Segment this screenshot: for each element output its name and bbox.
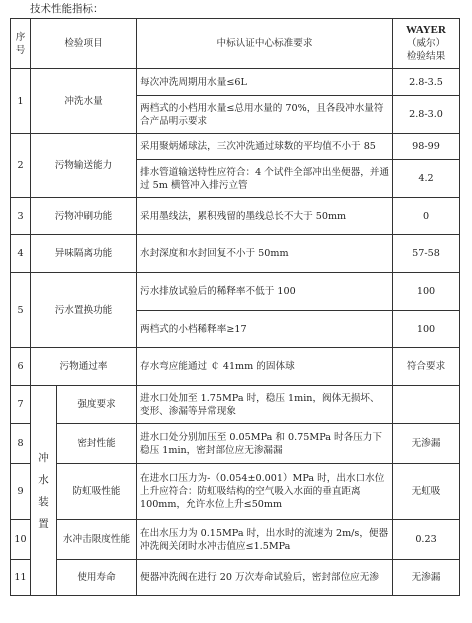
row-number: 2 (11, 134, 31, 198)
table-row (11, 273, 460, 311)
row-result: 0 (393, 198, 460, 235)
table-row (11, 198, 460, 235)
row-result: 2.8-3.0 (393, 96, 460, 134)
row-number: 1 (11, 69, 31, 134)
row-result: 98-99 (393, 134, 460, 160)
table-row (11, 424, 460, 464)
header-result (393, 19, 460, 69)
table-row (11, 134, 460, 160)
spec-table (10, 18, 460, 596)
table-row (11, 520, 460, 560)
row-result: 无虹吸 (393, 464, 460, 520)
row-result: 无渗漏 (393, 424, 460, 464)
row-result (393, 386, 460, 424)
header-result-label: 检验结果 (406, 51, 446, 62)
row-result: 0.23 (393, 520, 460, 560)
row-number: 4 (11, 235, 31, 273)
table-row (11, 560, 460, 596)
row-number: 3 (11, 198, 31, 235)
row-requirement: 污水排放试验后的稀释率不低于 100 (137, 273, 393, 311)
header-item: 检验项目 (31, 19, 137, 69)
group-label (31, 386, 57, 596)
row-result: 57-58 (393, 235, 460, 273)
row-result: 符合要求 (393, 348, 460, 386)
row-number: 6 (11, 348, 31, 386)
table-header-row (11, 19, 460, 69)
row-requirement: 水封深度和水封回复不小于 50mm (137, 235, 393, 273)
row-requirement: 进水口处加至 1.75MPa 时，稳压 1min，阀体无损坏、变形、渗漏等异常现象 (137, 386, 393, 424)
row-number: 10 (11, 520, 31, 560)
row-requirement: 每次冲洗周期用水量≤6L (137, 69, 393, 96)
row-item: 冲洗水量 (31, 69, 137, 134)
row-requirement: 在出水压力为 0.15MPa 时，出水时的流速为 2m/s，便器冲洗阀关闭时水冲击值应≤1.5MPa (137, 520, 393, 560)
header-result-brand: WAYER (406, 24, 446, 36)
row-requirement: 便器冲洗阀在进行 20 万次寿命试验后，密封部位应无渗 (137, 560, 393, 596)
row-item: 使用寿命 (57, 560, 137, 596)
row-result: 4.2 (393, 160, 460, 198)
row-item: 防虹吸性能 (57, 464, 137, 520)
row-requirement: 采用聚炳烯球法，三次冲洗通过球数的平均值不小于 85 (137, 134, 393, 160)
group-label-text: 冲水装置 (38, 451, 49, 530)
row-requirement: 存水弯应能通过 ￠ 41mm 的固体球 (137, 348, 393, 386)
row-item: 污物输送能力 (31, 134, 137, 198)
row-requirement: 排水管道输送特性应符合：4 个试件全部冲出坐便器，并通过 5m 横管冲入排污立管 (137, 160, 393, 198)
row-item: 污水置换功能 (31, 273, 137, 348)
row-item: 水冲击限度性能 (57, 520, 137, 560)
row-item: 污物通过率 (31, 348, 137, 386)
row-result: 100 (393, 273, 460, 311)
row-requirement: 两档式的小档稀释率≥17 (137, 311, 393, 348)
table-row (11, 464, 460, 520)
header-requirement: 中标认证中心标准要求 (137, 19, 393, 69)
row-item: 强度要求 (57, 386, 137, 424)
table-row (11, 348, 460, 386)
table-row (11, 69, 460, 96)
row-item: 污物冲刷功能 (31, 198, 137, 235)
row-number: 11 (11, 560, 31, 596)
row-number: 9 (11, 464, 31, 520)
row-item: 异味隔离功能 (31, 235, 137, 273)
table-row (11, 386, 460, 424)
row-number: 8 (11, 424, 31, 464)
row-number: 7 (11, 386, 31, 424)
row-result: 2.8-3.5 (393, 69, 460, 96)
row-result: 无渗漏 (393, 560, 460, 596)
row-requirement: 进水口处分别加压至 0.05MPa 和 0.75MPa 时各压力下稳压 1min，密封部位应无渗漏漏 (137, 424, 393, 464)
row-result: 100 (393, 311, 460, 348)
row-requirement: 采用墨线法，累积残留的墨线总长不大于 50mm (137, 198, 393, 235)
header-seq: 序号 (11, 19, 31, 69)
row-requirement: 两档式的小档用水量≤总用水量的 70%，且各段冲水量符合产品明示要求 (137, 96, 393, 134)
caption: 技术性能指标： (30, 3, 104, 15)
header-result-brand-cn: （威尔） (406, 38, 446, 49)
row-number: 5 (11, 273, 31, 348)
table-row (11, 235, 460, 273)
row-requirement: 在进水口压力为-（0.054±0.001）MPa 时，出水口水位上升应符合：防虹吸结构的空气吸入水面的垂直距离 100mm，允许水位上升≤50mm (137, 464, 393, 520)
row-item: 密封性能 (57, 424, 137, 464)
